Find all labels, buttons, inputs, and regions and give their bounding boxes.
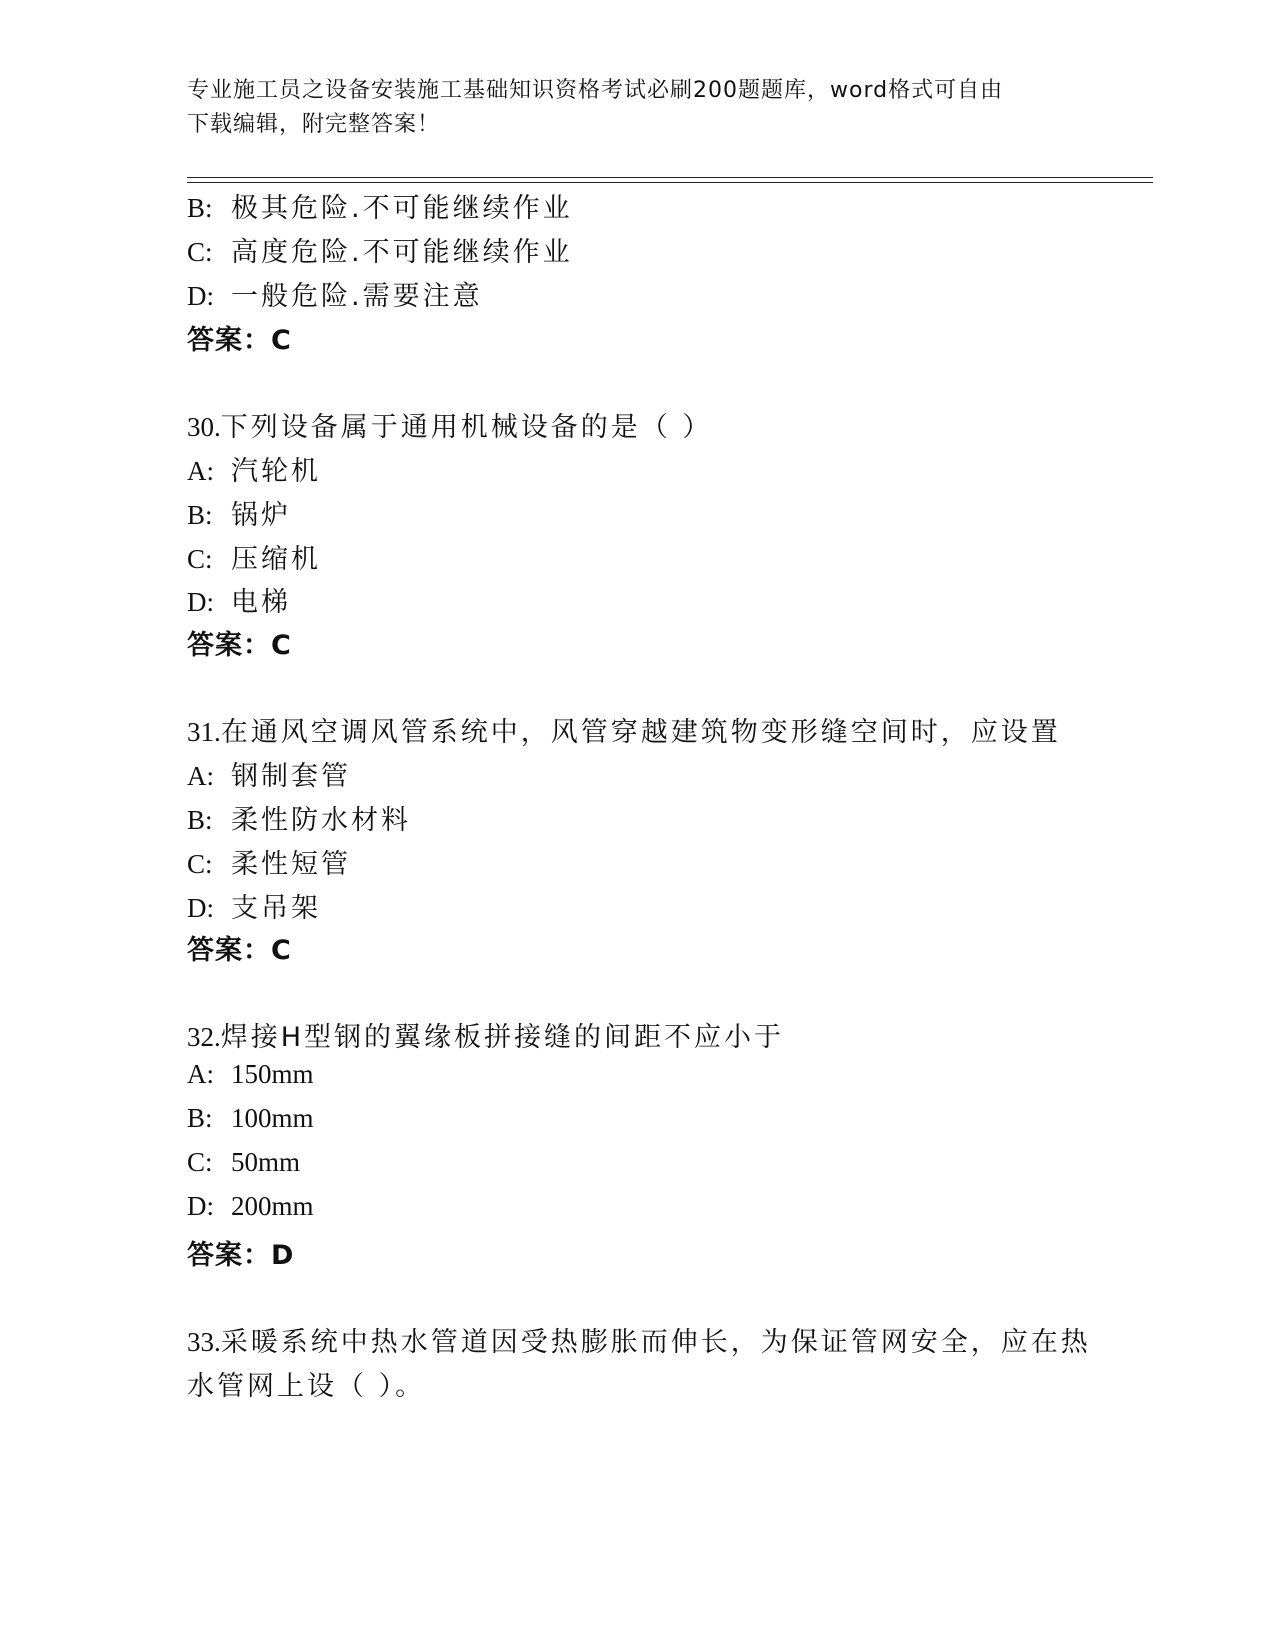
q33-question-line-2: 水管网上设（ ）。 (187, 1371, 426, 1402)
option-key: A: (187, 761, 214, 791)
header-line-2: 下载编辑，附完整答案！ (187, 112, 441, 137)
q29-option-d (187, 274, 483, 313)
q32-option-b (187, 1103, 314, 1134)
option-key: A: (187, 456, 214, 486)
q32-option-d (187, 1191, 314, 1222)
option-key: C: (187, 1147, 213, 1177)
option-text: 150mm (231, 1059, 314, 1089)
option-key: C: (187, 544, 213, 574)
option-key: B: (187, 500, 213, 530)
option-text: 200mm (231, 1191, 314, 1221)
q30-option-b (187, 493, 291, 532)
q32-answer: 答案：D (187, 1240, 295, 1271)
option-key: B: (187, 193, 213, 223)
option-key: D: (187, 893, 214, 923)
header-divider-top (187, 177, 1153, 178)
option-text: 钢制套管 (231, 761, 351, 792)
question-text: 在通风空调风管系统中，风管穿越建筑物变形缝空间时，应设置 (220, 717, 1061, 748)
option-text: 50mm (231, 1147, 301, 1177)
option-key: B: (187, 1103, 213, 1133)
q32-option-c (187, 1147, 300, 1178)
option-key: B: (187, 805, 213, 835)
q31-option-d (187, 886, 321, 925)
q29-answer: 答案：C (187, 325, 292, 356)
q31-option-a (187, 754, 351, 793)
q30-option-a (187, 449, 321, 488)
option-text: 极其危险.不可能继续作业 (231, 193, 573, 224)
q33-question-line-1 (187, 1320, 1091, 1359)
question-number: 31. (187, 717, 221, 747)
q30-question (187, 405, 712, 444)
option-key: D: (187, 1191, 214, 1221)
q32-option-a (187, 1059, 314, 1090)
q30-option-d (187, 580, 291, 619)
option-text: 柔性短管 (231, 849, 351, 880)
question-number: 32. (187, 1022, 221, 1052)
option-text: 压缩机 (231, 544, 321, 575)
option-key: C: (187, 237, 213, 267)
q29-option-b (187, 186, 573, 225)
option-text: 锅炉 (231, 500, 291, 531)
option-text: 100mm (231, 1103, 314, 1133)
question-number: 33. (187, 1327, 221, 1357)
q31-answer: 答案：C (187, 935, 292, 966)
option-text: 电梯 (231, 587, 291, 618)
option-text: 汽轮机 (231, 456, 321, 487)
q30-option-c (187, 537, 321, 576)
question-text: 采暖系统中热水管道因受热膨胀而伸长，为保证管网安全，应在热 (220, 1327, 1091, 1358)
q32-question (187, 1015, 784, 1054)
option-key: A: (187, 1059, 214, 1089)
q31-option-c (187, 842, 351, 881)
option-key: D: (187, 281, 214, 311)
question-text: 下列设备属于通用机械设备的是（ ） (220, 412, 713, 443)
question-number: 30. (187, 412, 221, 442)
option-text: 一般危险.需要注意 (231, 281, 483, 312)
option-text: 高度危险.不可能继续作业 (231, 237, 573, 268)
header-divider-bottom (187, 182, 1153, 183)
q30-answer: 答案：C (187, 630, 292, 661)
document-header (187, 74, 1067, 142)
question-text: 焊接H型钢的翼缘板拼接缝的间距不应小于 (220, 1022, 785, 1053)
q29-option-c (187, 230, 573, 269)
header-line-1: 专业施工员之设备安装施工基础知识资格考试必刷200题题库，word格式可自由 (187, 78, 1004, 103)
option-text: 柔性防水材料 (231, 805, 411, 836)
q31-question (187, 710, 1061, 749)
option-key: C: (187, 849, 213, 879)
q31-option-b (187, 798, 411, 837)
option-key: D: (187, 587, 214, 617)
option-text: 支吊架 (231, 893, 321, 924)
